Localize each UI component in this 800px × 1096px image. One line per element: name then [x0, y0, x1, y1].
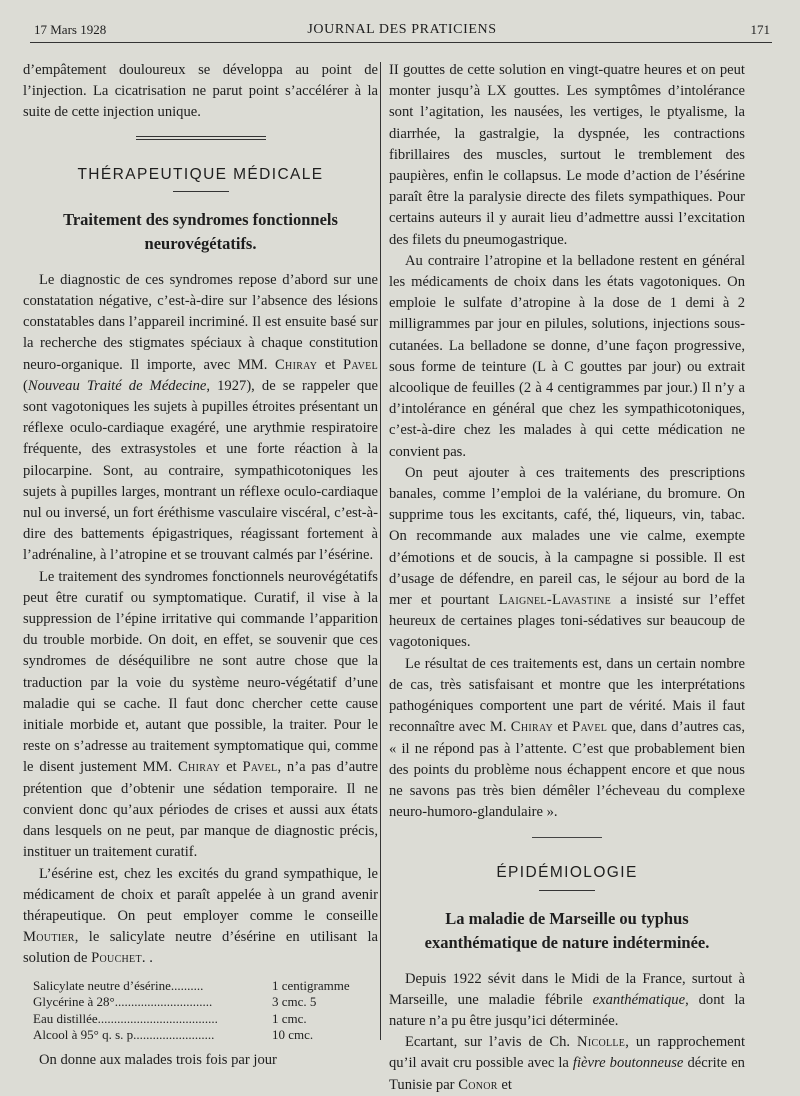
author-name: Chiray — [510, 719, 554, 736]
section-separator — [532, 837, 602, 838]
prescription-row: Alcool à 95° q. s. p......................... 10 cmc. — [33, 1027, 314, 1043]
paragraph: Ecartant, sur l’avis de Ch. Nicolle, un rapprochement qu’il avait cru possible avec la fièvre boutonneuse décrite en Tunisie par Conor et — [389, 1034, 746, 1093]
paragraph: On peut ajouter à ces traitements des prescriptions banales, comme l’emploi de la valériane, du bromure. On supprime tous les excitants, café, thé, liqueurs, vin, tabac. On recommande aux malades une vie calme, exempte d’émotions et de soucis, à la campagne si possible. Il est d’usage de défendre, en pareil cas, le séjour au bord de la mer et pourtant Laignel-Lavastine a insisté sur l’effet heureux de certaines plages toni-sédatives sur beaucoup de vagotoniques. — [389, 464, 745, 651]
author-name: Pouchet — [91, 950, 142, 967]
section-heading: ÉPIDÉMIOLOGIE — [496, 864, 638, 882]
reference-title: Nouveau Traité de Médecine — [27, 377, 207, 394]
paragraph: Le traitement des syndromes fonctionnels neurovégétatifs peut être curatif ou symptomatique. Curatif, il vise à la suppression de l’épine irritative qui commande l’apparition du trouble morbide. On doit, en effet, se souvenir que ces syndromes de déséquilibre ne sont autre chose que la traduction par la voie du système neuro-végétatif d’une maladie qui se cache. Il faut donc chercher cette cause initiale morbide et, autant que possible, la traiter. Pour le reste on s’adresse au traitement symptomatique qui, comme le disent justement MM. Chiray et Pavel, n’a pas d’autre prétention que d’obtenir une sédation temporaire. Il ne convient donc qu’aux périodes de crises et aussi aux états dans lesquels on ne peut, par manque de diagnostic précis, instituer un traitement curatif. — [23, 568, 378, 861]
author-name: Laignel-Lavastine — [498, 592, 612, 609]
author-name: Chiray — [178, 759, 221, 776]
paragraph: On donne aux malades trois fois par jour — [39, 1051, 277, 1068]
heading-rule — [539, 890, 595, 891]
right-column — [389, 60, 745, 1096]
author-name: Pavel — [572, 719, 608, 736]
article-title: La maladie de Marseille ou typhus exanthématique de nature indéterminée. — [424, 908, 710, 952]
paragraph: L’ésérine est, chez les excités du grand sympathique, le médicament de choix et paraît appelée à un grand avenir thérapeutique. On peut employer comme le conseille Moutier, le salicylate neutre d’ésérine en utilisant la solution de Pouchet. . — [23, 865, 378, 967]
issue-date: 17 Mars 1928 — [34, 22, 107, 37]
author-name: Conor — [458, 1076, 498, 1093]
author-name: Pavel — [242, 759, 278, 776]
author-name: Chiray — [275, 356, 318, 373]
author-name: Pavel — [343, 356, 378, 373]
prescription-list — [33, 978, 378, 1044]
paragraph: Le résultat de ces traitements est, dans un certain nombre de cas, très satisfaisant et montre que les interprétations pathogéniques comportent une part de vérité. Mais il faut reconnaître avec M. Chiray et Pavel que, dans d’autres cas, « il ne répond pas à l’attente. C’est que probablement bien des points du problème nous échappent encore et que nous ne savons pas très bien démêler l’écheveau du complexe neuro-humoro-glandulaire ». — [389, 655, 745, 821]
paragraph: Au contraire l’atropine et la belladone restent en général les médicaments de choix dans les états vagotoniques. On emploie le sulfate d’atropine à la dose de 1 demi à 2 milligrammes par jour en pilules, solutions, injections sous-cutanées. La belladone se donne, d’une façon progressive, sous forme de teinture (L à C gouttes par jour) ou extrait alcoolique de feuilles (2 à 4 centigrammes par jour.) Il n’y a d’intolérance en général que chez les sympathicotoniques, c’est-à-dire chez les malades à qui cette médication ne convient pas. — [389, 252, 745, 460]
column-divider — [380, 62, 381, 1040]
prescription-row: Glycérine à 28°.............................. 3 cmc. 5 — [33, 994, 317, 1010]
prescription-row: Salicylate neutre d’ésérine.......... 1 centigramme — [33, 977, 350, 993]
prescription-row: Eau distillée..................................... 1 cmc. — [33, 1010, 307, 1026]
section-heading: THÉRAPEUTIQUE MÉDICALE — [77, 165, 324, 183]
paragraph: II gouttes de cette solution en vingt-quatre heures et on peut monter jusqu’à LX gouttes. Les symptômes d’intolérance sont l’agitation, les nausées, les vertiges, le ptyalisme, la diarrhée, la gastralgie, la dyspnée, les contractions fibrillaires des muscles, surtout le tremblement des paupières, enfin le collapsus. Le mode d’action de l’ésérine paraît être la paralysie directe des filets sympathiques. Pour certains auteurs il y aurait lieu d’admettre aussi l’excitation des filets du pneumogastrique. — [389, 62, 745, 248]
author-name: Nicolle — [577, 1034, 626, 1051]
left-column — [23, 60, 378, 1071]
page-number: 171 — [750, 22, 770, 37]
journal-title: JOURNAL DES PRATICIENS — [307, 22, 497, 37]
paragraph: Depuis 1922 sévit dans le Midi de la France, surtout à Marseille, une maladie fébrile exanthématique, dont la nature n’a pu être jusqu’ici déterminée. — [389, 970, 745, 1029]
article-title: Traitement des syndromes fonctionnels neurovégétatifs. — [63, 209, 338, 253]
heading-rule — [173, 191, 229, 192]
section-separator — [136, 136, 266, 140]
author-name: Moutier — [23, 929, 75, 946]
running-header — [34, 22, 770, 40]
paragraph: Le diagnostic de ces syndromes repose d’abord sur une constatation négative, c’est-à-dire sur l’absence des lésions constatables dans l’appareil incriminé. Il est ensuite basé sur la recherche des stigmates spéciaux à chaque constitution neuro-organique. Il importe, avec MM. Chiray et Pavel (Nouveau Traité de Médecine, 1927), de se rappeler que sont vagotoniques les sujets à pupilles étroites présentant un réflexe oculo-cardiaque exagéré, une arythmie respiratoire fréquente, des extrasystoles et une forte réaction à la pilocarpine. Sont, au contraire, sympathicotoniques les sujets à pupilles larges, montrant un réflexe oculo-cardiaque nul ou inversé, un fort éréthisme vasculaire viscéral, c’est-à-dire des battements épigastriques, réagissant fortement à l’adrénaline, à l’atropine et se trouvant calmés par l’ésérine. — [23, 271, 378, 564]
paragraph: d’empâtement douloureux se développa au point de l’injection. La cicatrisation ne parut point s’accélérer à la suite de cette injection unique. — [23, 62, 378, 121]
header-rule — [30, 42, 772, 43]
